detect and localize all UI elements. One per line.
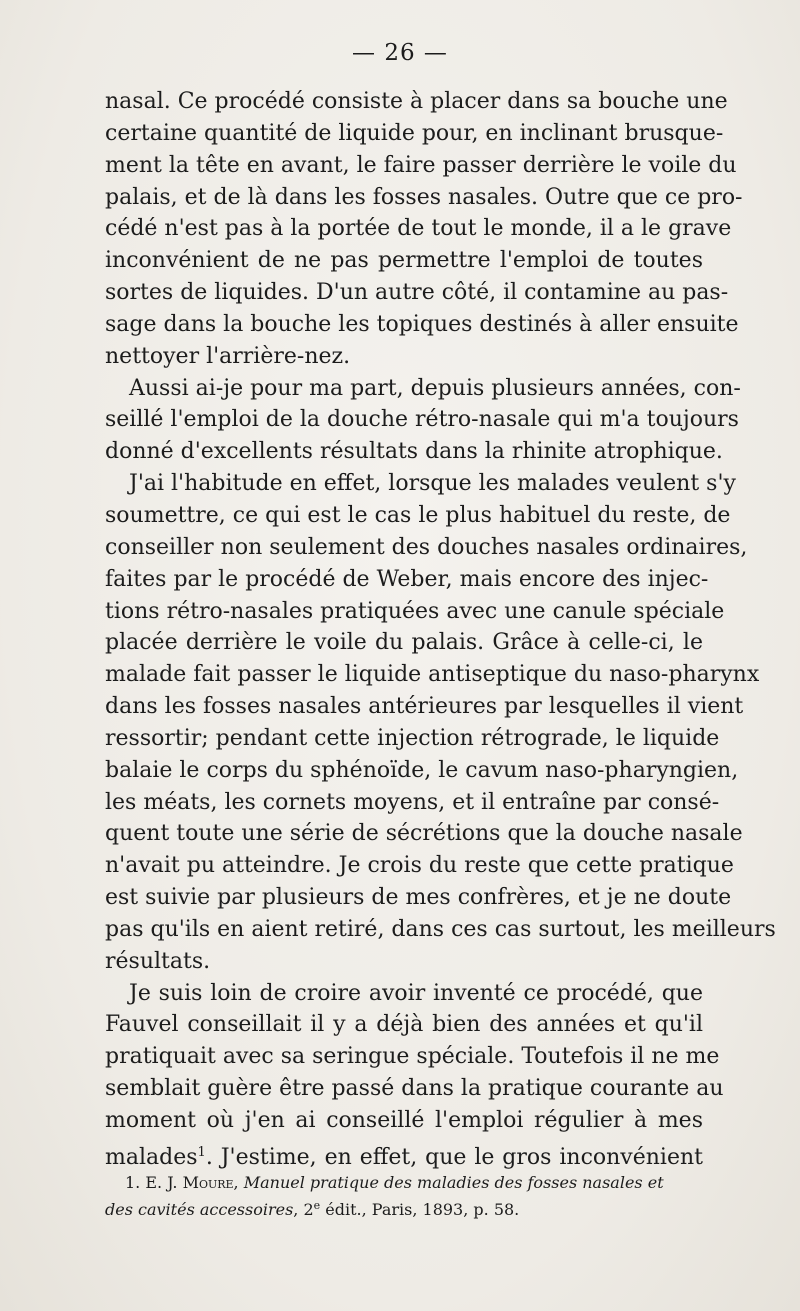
text-fragment: malades — [105, 1144, 198, 1170]
footnote-author-initials: E. J. — [145, 1173, 178, 1192]
footnote-edition: 2 — [303, 1200, 314, 1219]
text-line: résultats. — [105, 948, 211, 974]
text-line: nettoyer l'arrière-nez. — [105, 343, 351, 369]
text-line: semblait guère être passé dans la pratique courante au — [105, 1076, 724, 1102]
text-line — [105, 1137, 703, 1169]
body-text — [105, 86, 776, 1170]
text-line: inconvénient de ne pas permettre l'emploi de toutes — [105, 248, 703, 274]
footnote-title-part1: Manuel pratique des maladies des fosses nasales et — [243, 1173, 664, 1192]
text-line: seillé l'emploi de la douche rétro-nasale qui m'a toujours — [105, 407, 739, 433]
text-line: balaie le corps du sphénoïde, le cavum naso-pharyngien, — [105, 757, 739, 783]
text-line: sage dans la bouche les topiques destinés à aller ensuite — [105, 311, 739, 337]
text-line: placée derrière le voile du palais. Grâce à celle-ci, le — [105, 630, 703, 656]
text-line: cédé n'est pas à la portée de tout le monde, il a le grave — [105, 216, 732, 242]
text-line: quent toute une série de sécrétions que la douche nasale — [105, 821, 743, 847]
footnote-line: 1. E. J. Moure, Manuel pratique des maladies des fosses nasales et — [125, 1173, 664, 1192]
text-line: tions rétro-nasales pratiquées avec une canule spéciale — [105, 598, 725, 624]
footnote-author-name: Moure — [182, 1173, 234, 1192]
text-line: conseiller non seulement des douches nasales ordinaires, — [105, 534, 748, 560]
text-line: Aussi ai-je pour ma part, depuis plusieurs années, con- — [129, 375, 741, 401]
text-line: malade fait passer le liquide antiseptique du naso-pharynx — [105, 662, 760, 688]
text-line: moment où j'en ai conseillé l'emploi régulier à mes — [105, 1108, 703, 1133]
page-number: — 26 — — [352, 40, 448, 66]
text-line: n'avait pu atteindre. Je crois du reste que cette pratique — [105, 853, 734, 879]
text-line: donné d'excellents résultats dans la rhinite atrophique. — [105, 439, 723, 465]
text-line: soumettre, ce qui est le cas le plus habituel du reste, de — [105, 502, 731, 528]
footnote-edition-sup: e — [313, 1199, 321, 1212]
text-line: certaine quantité de liquide pour, en inclinant brusque- — [105, 120, 724, 146]
text-line: est suivie par plusieurs de mes confrères, et je ne doute — [105, 885, 732, 911]
text-line: Je suis loin de croire avoir inventé ce procédé, que — [129, 980, 703, 1006]
footnote-details: édit., Paris, 1893, p. 58. — [320, 1200, 520, 1219]
text-line: pratiquait avec sa seringue spéciale. Toutefois il ne me — [105, 1044, 720, 1070]
text-line: faites par le procédé de Weber, mais encore des injec- — [105, 566, 709, 592]
text-line: pas qu'ils en aient retiré, dans ces cas surtout, les meilleurs — [105, 916, 776, 942]
footnote-title-part2: des cavités accessoires — [105, 1200, 294, 1219]
text-line: ressortir; pendant cette injection rétrograde, le liquide — [105, 725, 720, 751]
text-line: Fauvel conseillait il y a déjà bien des années et qu'il — [105, 1012, 703, 1038]
text-line: sortes de liquides. D'un autre côté, il contamine au pas- — [105, 280, 729, 306]
footnote-line: des cavités accessoires, 2e édit., Paris, 1893, p. 58. — [105, 1199, 520, 1219]
footnote-reference: 1 — [197, 1144, 206, 1160]
footnote — [105, 1171, 703, 1217]
footnote-number: 1. — [125, 1173, 141, 1192]
text-line: dans les fosses nasales antérieures par lesquelles il vient — [105, 694, 744, 720]
text-line: nasal. Ce procédé consiste à placer dans sa bouche une — [105, 89, 728, 114]
text-line: les méats, les cornets moyens, et il entraîne par consé- — [105, 789, 720, 815]
text-line: palais, et de là dans les fosses nasales. Outre que ce pro- — [105, 184, 743, 210]
text-fragment: . J'estime, en effet, que le gros inconvénient — [205, 1144, 703, 1170]
text-line: J'ai l'habitude en effet, lorsque les malades veulent s'y — [129, 471, 736, 497]
text-line: ment la tête en avant, le faire passer derrière le voile du — [105, 152, 737, 178]
